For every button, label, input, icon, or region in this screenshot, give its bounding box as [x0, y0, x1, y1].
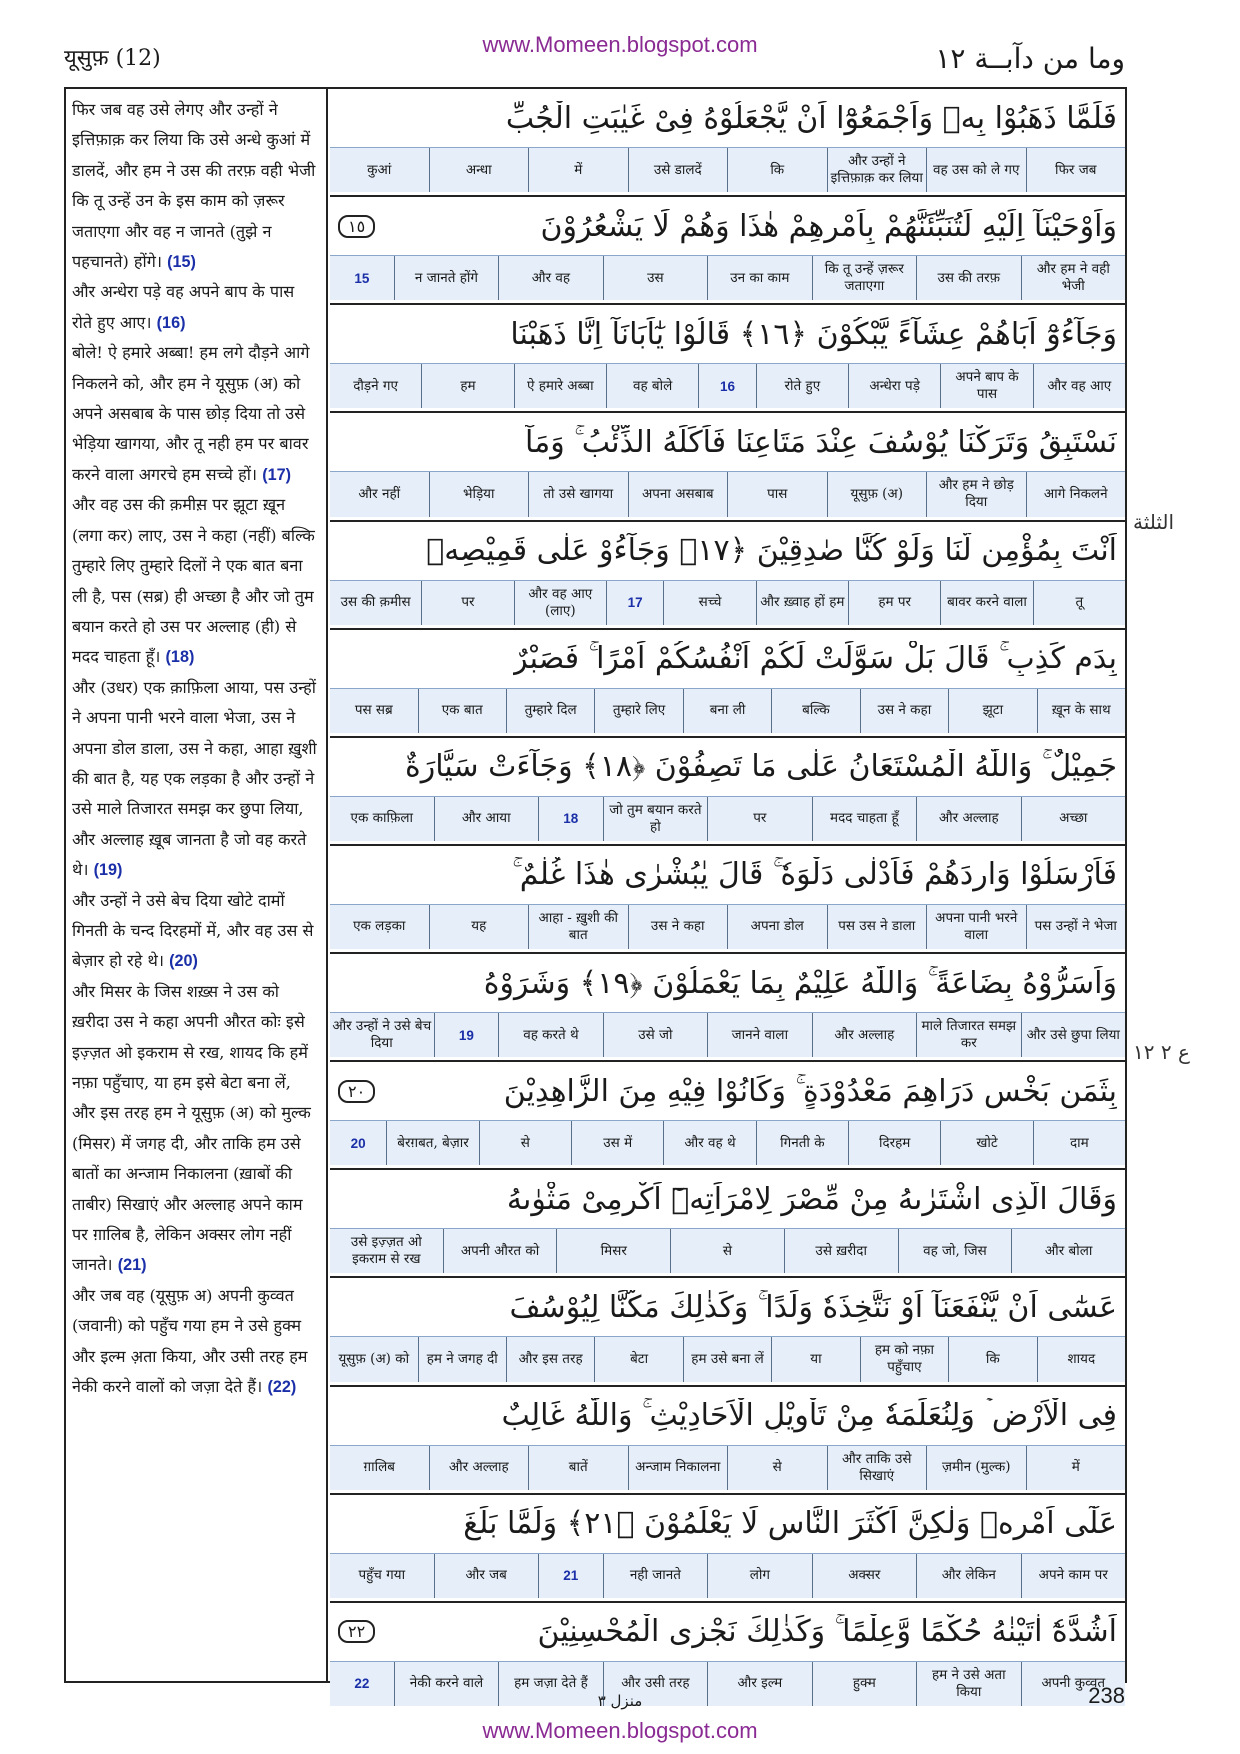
- verse-unit: [330, 197, 1125, 305]
- verse-number-cell: 20: [350, 1135, 366, 1151]
- word-meaning-cell: कि: [948, 1337, 1036, 1381]
- word-meaning-cell: उस की तरफ़: [916, 256, 1020, 300]
- translation-text: और अन्धेरा पड़े वह अपने बाप के पास रोते हुए आए।: [72, 282, 295, 332]
- arabic-line: [330, 522, 1125, 580]
- verse-number-cell: 22: [354, 1676, 370, 1692]
- word-meaning-cell: भेड़िया: [429, 472, 529, 516]
- word-meaning-cell: नही जानते: [603, 1554, 707, 1598]
- word-meaning-cell: से: [670, 1229, 784, 1273]
- translation-text: बोले! ऐ हमारे अब्बा! हम लगे दौड़ने आगे निकलने को, और हम ने यूसुफ़ (अ) को अपने असबाब के पास छोड़ दिया तो उसे भेड़िया खागया, और तू नही हम पर बावर करने वाला अगरचे हम सच्चे हों।: [72, 343, 310, 484]
- verse-number: (16): [156, 313, 186, 332]
- word-meaning-cell: और अल्लाह: [429, 1446, 529, 1490]
- translation-text: फिर जब वह उसे लेगए और उन्हों ने इत्तिफ़ाक़ कर लिया कि उसे अन्धे कुआं में डालदें, और हम ने उस की तरफ़ वही भेजी कि तू उन्हें उन के इस काम को ज़रूर जताएगा और वह न जानते (तुझे न पहचानते) होंगे।: [72, 100, 316, 272]
- word-meaning-cell: पस उस ने डाला: [827, 905, 927, 949]
- word-meaning-cell: हम ने उसे अता किया: [916, 1662, 1020, 1706]
- word-meaning-cell: और उसे छुपा लिया: [1021, 1013, 1125, 1057]
- translation-column: [66, 89, 328, 1681]
- word-meaning-cell: बातें: [528, 1446, 628, 1490]
- arabic-line: [330, 1062, 1125, 1120]
- word-meaning-cell: अच्छा: [1021, 797, 1125, 841]
- word-meaning-cell: हुक्म: [812, 1662, 916, 1706]
- word-meaning-cell: और वह: [498, 256, 602, 300]
- arabic-line: [330, 1495, 1125, 1553]
- translation-paragraph: [72, 1281, 318, 1403]
- ruku-marker: ع ٢ ١٢: [1133, 1040, 1190, 1064]
- translation-text: और उन्हों ने उसे बेच दिया खोटे दामों गिनती के चन्द दिरहमों में, और वह उस से बेज़ार हो रहे थे।: [72, 890, 314, 971]
- arabic-text: وَاَسَرُّوْهُ بِضَاعَةً ۚ وَاللّٰهُ عَلِيْمٌ بِمَا يَعْمَلُوْنَ ﴿١٩﴾ وَشَرَوْهُ: [483, 965, 1117, 1001]
- word-meaning-cell: उस ने कहा: [628, 905, 728, 949]
- word-meaning-cell: फिर जब: [1026, 148, 1126, 192]
- word-meaning-cell: और जब: [434, 1554, 538, 1598]
- verse-unit: [330, 1170, 1125, 1278]
- word-meaning-row: [330, 255, 1125, 300]
- word-meaning-cell: में: [1026, 1446, 1126, 1490]
- word-meaning-cell: बल्कि: [771, 689, 859, 733]
- word-meaning-cell: यूसुफ़ (अ): [827, 472, 927, 516]
- word-meaning-cell: अन्धेरा पड़े: [848, 364, 940, 408]
- verse-number-cell: 16: [698, 364, 755, 408]
- word-meaning-cell: उसे ख़रीदा: [784, 1229, 898, 1273]
- verse-number: (15): [167, 253, 196, 272]
- word-meaning-cell: माले तिजारत समझ कर: [916, 1013, 1020, 1057]
- arabic-line: [330, 630, 1125, 688]
- verse-unit: [330, 1387, 1125, 1495]
- word-meaning-cell: पर: [421, 581, 513, 625]
- word-meaning-cell: अपना असबाब: [628, 472, 728, 516]
- word-meaning-row: [330, 796, 1125, 841]
- word-meaning-cell: वह करते थे: [498, 1013, 602, 1057]
- word-meaning-cell: वह जो, जिस: [898, 1229, 1012, 1273]
- arabic-text: عَلٰٓى اَمْرِهٖ وَلٰكِنَّ اَكْثَرَ النَّاسِ لَا يَعْلَمُوْنَ ﴿٢١﴾ وَلَمَّا بَلَغَ: [463, 1506, 1117, 1542]
- word-meaning-cell: और वह आए (लाए): [514, 581, 606, 625]
- verse-number: (21): [117, 1256, 147, 1275]
- word-meaning-cell: उस की क़मीस: [340, 594, 411, 611]
- verse-unit: [330, 522, 1125, 630]
- arabic-text: وَقَالَ الَّذِى اشْتَرٰىهُ مِنْ مِّصْرَ لِامْرَاَتِهٖٓ اَكْرِمِىْ مَثْوٰىهُ: [506, 1181, 1117, 1217]
- verse-unit: [330, 1495, 1125, 1603]
- word-meaning-cell: तुम्हारे दिल: [506, 689, 594, 733]
- word-meaning-cell: और अल्लाह: [812, 1013, 916, 1057]
- translation-paragraph: [72, 977, 318, 1281]
- word-meaning-cell: आहा - ख़ुशी की बात: [528, 905, 628, 949]
- verse-number: (18): [165, 648, 195, 667]
- word-meaning-cell: एक बात: [418, 689, 506, 733]
- word-meaning-cell: और वह थे: [663, 1121, 755, 1165]
- word-meaning-row: [330, 471, 1125, 516]
- word-meaning-cell: पर: [707, 797, 811, 841]
- word-meaning-cell: उसे डालदें: [628, 148, 728, 192]
- verse-unit: [330, 413, 1125, 521]
- verse-number: (17): [262, 465, 291, 484]
- word-meaning-cell: अन्धा: [429, 148, 529, 192]
- word-meaning-cell: पास: [727, 472, 827, 516]
- verse-unit: [330, 89, 1125, 197]
- verse-number-cell: 18: [538, 797, 603, 841]
- arabic-line: [330, 954, 1125, 1012]
- word-meaning-row: [330, 580, 1125, 625]
- arabic-line: [330, 413, 1125, 471]
- word-meaning-cell: और नहीं: [358, 485, 401, 502]
- arabic-text: نَسْتَبِقُ وَتَرَكْنَا يُوْسُفَ عِنْدَ مَتَاعِنَا فَاَكَلَهُ الذِّئْبُ ۚ وَمَآ: [525, 424, 1117, 460]
- arabic-line: [330, 738, 1125, 796]
- word-meaning-cell: एक काफ़िला: [350, 810, 414, 827]
- word-meaning-cell: ख़ून के साथ: [1037, 689, 1125, 733]
- verse-number: (22): [267, 1378, 297, 1397]
- word-meaning-cell: उस में: [571, 1121, 663, 1165]
- word-meaning-cell: और इस तरह: [506, 1337, 594, 1381]
- word-meaning-cell: ग़ालिब: [363, 1459, 395, 1476]
- word-meaning-row: [330, 904, 1125, 949]
- arabic-text: فِى الْاَرْضِ ۡ وَلِنُعَلِّمَهٗ مِنْ تَاْوِيْلِ الْاَحَادِيْثِ ۚ وَاللّٰهُ غَالِبٌ: [501, 1398, 1117, 1433]
- word-meaning-cell: और लेकिन: [916, 1554, 1020, 1598]
- word-meaning-cell: लोग: [707, 1554, 811, 1598]
- word-meaning-cell: जो तुम बयान करते हो: [603, 797, 707, 841]
- word-meaning-cell: हम को नफ़ा पहुँचाए: [860, 1337, 948, 1381]
- word-meaning-cell: से: [727, 1446, 827, 1490]
- word-meaning-cell: या: [771, 1337, 859, 1381]
- arabic-line: [330, 1278, 1125, 1336]
- word-meaning-row: [330, 1553, 1125, 1598]
- word-meaning-cell: और उन्हों ने इत्तिफ़ाक़ कर लिया: [827, 148, 927, 192]
- translation-paragraph: [72, 338, 318, 490]
- word-meaning-cell: रोते हुए: [756, 364, 848, 408]
- word-meaning-cell: अपनी औरत को: [443, 1229, 557, 1273]
- word-meaning-cell: अपने बाप के पास: [940, 364, 1032, 408]
- word-meaning-cell: मिसर: [556, 1229, 670, 1273]
- verse-number-cell: 17: [606, 581, 663, 625]
- word-meaning-cell: शायद: [1037, 1337, 1125, 1381]
- word-meaning-cell: अक्सर: [812, 1554, 916, 1598]
- arabic-text: بِثَمَنٍ بَخْسٍ دَرَاهِمَ مَعْدُوْدَةٍ ۚ وَكَانُوْا فِيْهِ مِنَ الزَّاهِدِيْنَ: [503, 1073, 1117, 1109]
- verse-unit: [330, 738, 1125, 846]
- word-meaning-cell: तुम्हारे लिए: [594, 689, 682, 733]
- website-link-top[interactable]: www.Momeen.blogspot.com: [482, 32, 758, 57]
- word-meaning-cell: तो उसे खागया: [528, 472, 628, 516]
- translation-text: और वह उस की क़मीस़ पर झूटा ख़ून (लगा कर) लाए, उस ने कहा (नहीं) बल्कि तुम्हारे लिए तुम्हारे दिलों ने एक बात बना ली है, पस (सब्र) ही अच्छा है और जो तुम बयान करते हो उस पर अल्लाह (ही) से मदद चाहता हूँ।: [72, 495, 315, 667]
- verse-number-cell: 21: [538, 1554, 603, 1598]
- word-meaning-cell: कुआं: [367, 161, 392, 178]
- arabic-line: [330, 1603, 1125, 1661]
- word-meaning-cell: उस: [603, 256, 707, 300]
- word-meaning-cell: वह उस को ले गए: [926, 148, 1026, 192]
- translation-text: और (उधर) एक क़ाफ़िला आया, पस उन्हों ने अपना पानी भरने वाला भेजा, उस ने अपना डोल डाला, उस ने कहा, आहा ख़ुशी की बात है, यह एक लड़का है और उन्हों ने उसे माले तिजारत समझ कर छुपा लिया, और अल्लाह ख़ूब जानता है जो वह करते थे।: [72, 677, 317, 880]
- arabic-text: فَلَمَّا ذَهَبُوْا بِهٖ وَاَجْمَعُوْٓا اَنْ يَّجْعَلُوْهُ فِىْ غَيٰبَتِ الْجُبِّ: [505, 100, 1117, 136]
- word-meaning-row: [330, 1120, 1125, 1165]
- word-meaning-cell: और बोला: [1011, 1229, 1125, 1273]
- thuluth-marker: الثلثة: [1133, 510, 1175, 534]
- word-meaning-cell: बना ली: [683, 689, 771, 733]
- word-meaning-cell: अपनी कुव्वत: [1021, 1662, 1125, 1706]
- verse-unit: [330, 954, 1125, 1062]
- word-meaning-cell: नेकी करने वाले: [394, 1662, 498, 1706]
- word-meaning-row: [330, 688, 1125, 733]
- ayah-number-marker: ١٥: [338, 215, 375, 238]
- word-meaning-cell: और हम ने वही भेजी: [1021, 256, 1125, 300]
- ayah-number-marker: ٢٠: [338, 1080, 375, 1103]
- arabic-text: وَجَآءُوْٓ اَبَاهُمْ عِشَآءً يَّبْكُوْنَ ﴿١٦﴾ قَالُوْا يٰٓاَبَانَآ اِنَّا ذَهَبْنَا: [510, 316, 1117, 352]
- translation-paragraph: [72, 490, 318, 672]
- word-meaning-row: [330, 1336, 1125, 1381]
- word-meaning-cell: अपने काम पर: [1021, 1554, 1125, 1598]
- word-meaning-cell: बावर करने वाला: [940, 581, 1032, 625]
- word-meaning-cell: उस ने कहा: [860, 689, 948, 733]
- word-meaning-cell: हम: [421, 364, 513, 408]
- translation-paragraph: [72, 95, 318, 277]
- word-meaning-cell: और ख़्वाह हों हम: [756, 581, 848, 625]
- arabic-text: بِدَمٍ كَذِبٍ ۚ قَالَ بَلْ سَوَّلَتْ لَكُمْ اَنْفُسُكُمْ اَمْرًا ۚ فَصَبْرٌ: [513, 641, 1117, 677]
- translation-text: और मिसर के जिस शख़्स ने उस को ख़रीदा उस ने कहा अपनी औरत कोः इसे इज़्ज़त ओ इकराम से रख, शायद कि हमें नफ़ा पहुँचाए, या हम इसे बेटा बना लें, और इस तरह हम ने यूसुफ़ (अ) को मुल्क (मिसर) में जगह दी, और ताकि हम उसे बातों का अन्जाम निकालना (ख़ाबों की ताबीर) सिखाएं और अल्लाह अपने काम पर ग़ालिब है, लेकिन अक्सर लोग नहीं जानते।: [72, 981, 311, 1275]
- arabic-line: [330, 1387, 1125, 1445]
- word-meaning-row: [330, 363, 1125, 408]
- word-meaning-cell: जानने वाला: [707, 1013, 811, 1057]
- translation-paragraph: [72, 886, 318, 977]
- translation-paragraph: [72, 673, 318, 886]
- word-meaning-cell: पस सब्र: [354, 702, 393, 719]
- verse-unit: [330, 630, 1125, 738]
- word-meaning-cell: तू: [1033, 581, 1125, 625]
- verse-number: (19): [93, 861, 123, 880]
- verse-unit: [330, 1278, 1125, 1386]
- word-meaning-cell: न जानते होंगे: [394, 256, 498, 300]
- word-meaning-cell: झूटा: [948, 689, 1036, 733]
- word-meaning-cell: और उसी तरह: [603, 1662, 707, 1706]
- word-meaning-cell: में: [528, 148, 628, 192]
- word-meaning-cell: और उन्हों ने उसे बेच दिया: [332, 1018, 432, 1052]
- word-meaning-cell: पहुँच गया: [358, 1567, 406, 1584]
- word-meaning-cell: अन्जाम निकालना: [628, 1446, 728, 1490]
- website-link-bottom[interactable]: www.Momeen.blogspot.com: [482, 1718, 758, 1743]
- translation-text: और जब वह (यूसुफ़ अ) अपनी कुव्वत (जवानी) को पहुँच गया हम ने उसे हुक्म और इल्म अ़ता किया, और उसी तरह हम नेकी करने वालों को जज़ा देते हैं।: [72, 1285, 308, 1397]
- word-meaning-cell: पस उन्हों ने भेजा: [1026, 905, 1126, 949]
- word-meaning-cell: और आया: [434, 797, 538, 841]
- arabic-line: [330, 846, 1125, 904]
- word-meaning-cell: और इल्म: [707, 1662, 811, 1706]
- word-meaning-cell: आगे निकलने: [1026, 472, 1126, 516]
- word-meaning-cell: यह: [429, 905, 529, 949]
- word-meaning-cell: हम उसे बना लें: [683, 1337, 771, 1381]
- word-meaning-cell: उन का काम: [707, 256, 811, 300]
- word-meaning-cell: अपना पानी भरने वाला: [926, 905, 1026, 949]
- word-meaning-cell: से: [479, 1121, 571, 1165]
- word-meaning-cell: दाम: [1033, 1121, 1125, 1165]
- word-meaning-cell: हम पर: [848, 581, 940, 625]
- juz-label: وما من دآبــة ١٢: [935, 42, 1125, 75]
- word-meaning-row: [330, 1445, 1125, 1490]
- arabic-text: جَمِيْلٌ ۚ وَاللّٰهُ الْمُسْتَعَانُ عَلٰى مَا تَصِفُوْنَ ﴿١٨﴾ وَجَآءَتْ سَيَّارَةٌ: [405, 749, 1117, 785]
- word-meaning-cell: वह बोले: [606, 364, 698, 408]
- translation-paragraph: [72, 277, 318, 338]
- word-meaning-cell: उसे इज़्ज़त ओ इकराम से रख: [350, 1234, 422, 1268]
- verse-number: (20): [169, 952, 198, 971]
- word-meaning-row: [330, 1012, 1125, 1057]
- word-meaning-cell: बेटा: [594, 1337, 682, 1381]
- arabic-line: [330, 197, 1125, 255]
- manzil-label: منزل ٣: [597, 1692, 643, 1710]
- verse-number-cell: 15: [354, 270, 370, 286]
- page-number: 238: [1088, 1683, 1125, 1708]
- word-meaning-cell: मदद चाहता हूँ: [812, 797, 916, 841]
- word-meaning-cell: और ताकि उसे सिखाएं: [827, 1446, 927, 1490]
- word-meaning-cell: उसे जो: [603, 1013, 707, 1057]
- word-meaning-row: [330, 1228, 1125, 1273]
- arabic-line: [330, 305, 1125, 363]
- word-meaning-cell: और अल्लाह: [916, 797, 1020, 841]
- arabic-text: اَشُدَّهٗٓ اٰتَيْنٰهُ حُكْمًا وَّعِلْمًا ۚ وَكَذٰلِكَ نَجْزِى الْمُحْسِنِيْنَ: [537, 1614, 1117, 1650]
- word-meaning-cell: यूसुफ़ (अ) को: [338, 1350, 410, 1367]
- word-meaning-cell: अपना डोल: [727, 905, 827, 949]
- word-meaning-cell: ऐ हमारे अब्बा: [514, 364, 606, 408]
- arabic-text: وَاَوْحَيْنَآ اِلَيْهِ لَتُنَبِّئَنَّهُمْ بِاَمْرِهِمْ هٰذَا وَهُمْ لَا يَشْعُرُوْنَ: [540, 208, 1117, 244]
- word-meaning-cell: सच्चे: [663, 581, 755, 625]
- word-meaning-cell: एक लड़का: [353, 918, 406, 935]
- word-meaning-cell: दौड़ने गए: [353, 377, 399, 394]
- word-meaning-cell: और वह आए: [1033, 364, 1125, 408]
- arabic-text: عَسٰٓى اَنْ يَّنْفَعَنَآ اَوْ نَتَّخِذَهٗ وَلَدًا ۚ وَكَذٰلِكَ مَكَّنَّا لِيُوْسُفَ: [509, 1289, 1117, 1325]
- arabic-line: [330, 1170, 1125, 1228]
- verse-number-cell: 19: [434, 1013, 499, 1057]
- word-meaning-row: [330, 147, 1125, 192]
- word-meaning-cell: हम ने जगह दी: [418, 1337, 506, 1381]
- word-meaning-cell: गिनती के: [756, 1121, 848, 1165]
- word-meaning-cell: दिरहम: [848, 1121, 940, 1165]
- word-meaning-cell: हम जज़ा देते हैं: [498, 1662, 602, 1706]
- verse-unit: [330, 1062, 1125, 1170]
- verse-unit: [330, 846, 1125, 954]
- word-meaning-cell: और हम ने छोड़ दिया: [926, 472, 1026, 516]
- verse-unit: [330, 305, 1125, 413]
- word-meaning-cell: कि: [727, 148, 827, 192]
- word-meaning-cell: खोटे: [940, 1121, 1032, 1165]
- word-meaning-cell: ज़मीन (मुल्क): [926, 1446, 1026, 1490]
- word-meaning-cell: कि तू उन्हें ज़रूर जताएगा: [812, 256, 916, 300]
- ayah-number-marker: ٢٢: [338, 1620, 375, 1643]
- arabic-line: [330, 89, 1125, 147]
- arabic-text: فَاَرْسَلُوْا وَارِدَهُمْ فَاَدْلٰى دَلْوَهٗ ۚ قَالَ يٰبُشْرٰى هٰذَا غُلٰمٌ ۚ: [512, 857, 1117, 893]
- word-meaning-cell: बेरग़बत, बेज़ार: [386, 1121, 478, 1165]
- surah-label: यूसुफ़ (12): [64, 46, 161, 71]
- arabic-text: اَنْتَ بِمُؤْمِنٍ لَّنَا وَلَوْ كُنَّا صٰدِقِيْنَ ﴿١٧﴾ وَجَآءُوْ عَلٰى قَمِيْصِهٖ: [426, 533, 1117, 568]
